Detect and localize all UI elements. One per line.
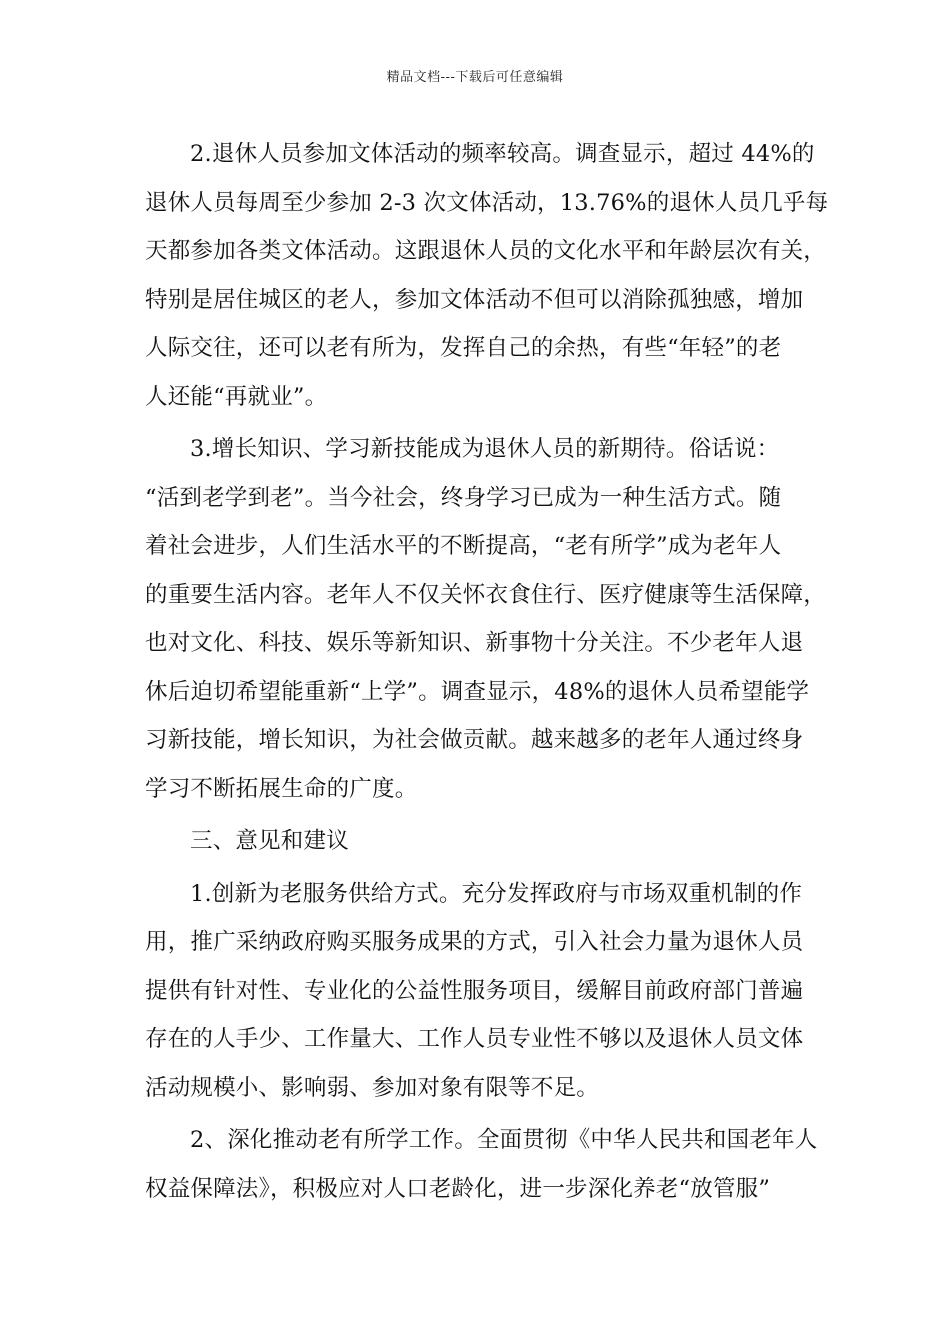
- text-line: 人还能“再就业”。: [145, 383, 328, 410]
- paragraph-frequency: [145, 130, 829, 421]
- text-line: “活到老学到老”。当今社会，终身学习已成为一种生活方式。随: [145, 484, 782, 511]
- paragraph-deepen: [145, 1116, 825, 1213]
- text-line: 3.增长知识、学习新技能成为退休人员的新期待。俗话说：: [190, 436, 780, 462]
- text-line: 习新技能，增长知识，为社会做贡献。越来越多的老年人通过终身: [145, 727, 804, 753]
- text-line: 活动规模小、影响弱、参加对象有限等不足。: [145, 1074, 600, 1101]
- text-line: 学习不断拓展生命的广度。: [145, 775, 418, 802]
- text-line: 1.创新为老服务供给方式。充分发挥政府与市场双重机制的作: [190, 880, 803, 907]
- text-line: 用，推广采纳政府购买服务成果的方式，引入社会力量为退休人员: [145, 929, 804, 955]
- document-body: [145, 130, 829, 1213]
- text-line: 存在的人手少、工作量大、工作人员专业性不够以及退休人员文体: [145, 1026, 804, 1052]
- text-line: 的重要生活内容。老年人不仅关怀衣食住行、医疗健康等生活保障，: [145, 581, 827, 608]
- paragraph-innovation: [145, 870, 825, 1113]
- heading-text: 三、意见和建议: [190, 828, 349, 854]
- page-header: 精品文档---下载后可任意编辑: [386, 70, 564, 85]
- paragraph-learning: [145, 425, 825, 813]
- text-line: 人际交往，还可以老有所为，发挥自己的余热，有些“年轻”的老: [145, 335, 782, 361]
- text-line: 特别是居住城区的老人，参加文体活动不但可以消除孤独感，增加: [145, 286, 804, 313]
- text-line: 2.退休人员参加文体活动的频率较高。调查显示，超过 44%的: [190, 141, 815, 167]
- text-line: 2、深化推动老有所学工作。全面贯彻《中华人民共和国老年人: [190, 1127, 818, 1153]
- text-line: 也对文化、科技、娱乐等新知识、新事物十分关注。不少老年人退: [145, 630, 804, 656]
- text-line: 着社会进步，人们生活水平的不断提高，“老有所学”成为老年人: [145, 533, 782, 559]
- section-heading: [145, 817, 825, 866]
- text-line: 提供有针对性、专业化的公益性服务项目，缓解目前政府部门普遍: [145, 977, 804, 1004]
- text-line: 权益保障法》，积极应对人口老龄化，进一步深化养老“放管服”: [145, 1175, 771, 1202]
- text-line: 休后迫切希望能重新“上学”。调查显示，48%的退休人员希望能学: [145, 678, 810, 705]
- text-line: 天都参加各类文体活动。这跟退休人员的文化水平和年龄层次有关，: [145, 238, 827, 264]
- text-line: 退休人员每周至少参加 2-3 次文体活动，13.76%的退休人员几乎每: [145, 189, 829, 216]
